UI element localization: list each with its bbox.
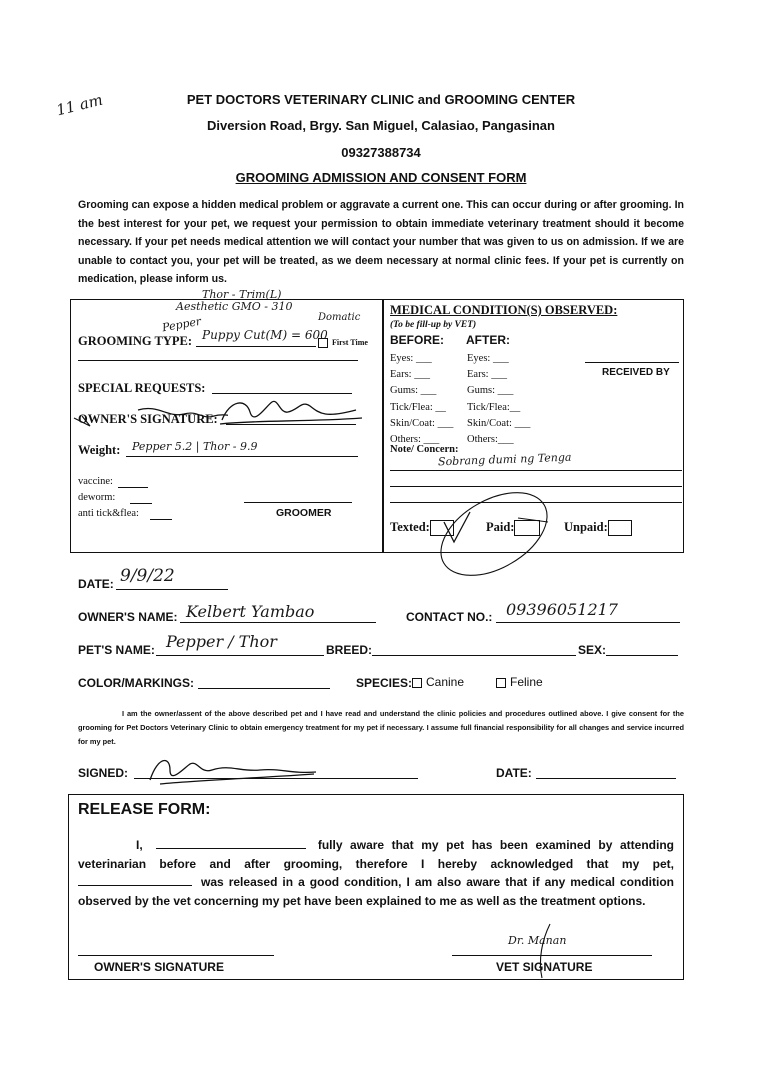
unpaid-label: Unpaid:	[564, 520, 608, 534]
date-label: DATE:	[78, 577, 114, 591]
groomer-line[interactable]	[244, 502, 352, 503]
release-paragraph	[78, 836, 674, 910]
feline-label: Feline	[510, 675, 543, 689]
tick-line[interactable]	[150, 519, 172, 520]
owner-name-value: Kelbert Yambao	[186, 602, 315, 621]
after-gums: Gums: ___	[467, 385, 514, 397]
before-skin: Skin/Coat: ___	[390, 417, 454, 429]
owner-signature-scribble	[68, 396, 228, 436]
hand-grooming-line4: Puppy Cut(M) = 600	[202, 328, 328, 342]
hand-grooming-line1: Thor - Trim(L)	[202, 288, 282, 301]
weight-label: Weight:	[78, 443, 121, 457]
breed-label: BREED:	[326, 643, 373, 657]
owner-name-label: OWNER'S NAME:	[78, 610, 178, 624]
sex-line[interactable]	[606, 655, 678, 656]
before-ears: Ears: ___	[390, 369, 430, 381]
release-text1: fully aware that my pet has been examined by attending veterinarian before and after grooming, therefore I hereby acknowledged that my pet,	[78, 838, 674, 871]
paid-check-scribble	[430, 478, 570, 578]
release-owner-sig-line[interactable]	[78, 955, 274, 956]
medical-before-col	[390, 351, 453, 448]
feline-option[interactable]	[496, 675, 543, 689]
weight-line[interactable]	[126, 456, 358, 457]
release-text2: was released in a good condition, I am also aware that if any medical condition observed by the vet concerning my pet have been explained to me as well as the treatment options.	[78, 875, 674, 908]
release-name-line[interactable]	[156, 837, 306, 849]
contact-line[interactable]	[496, 622, 680, 623]
grooming-type-line[interactable]	[196, 346, 316, 347]
vaccine-label: vaccine:	[78, 476, 113, 487]
box-divider	[382, 299, 384, 552]
canine-box-icon	[412, 678, 422, 688]
unpaid-checkbox[interactable]	[608, 520, 632, 536]
release-pet-line[interactable]	[78, 874, 192, 886]
groomer-label: GROOMER	[276, 507, 332, 519]
canine-option[interactable]	[412, 675, 464, 689]
note-concern-label: Note/ Concern:	[390, 444, 459, 455]
release-title: RELEASE FORM:	[78, 801, 211, 818]
signed-signature-scrawl	[140, 750, 320, 790]
contact-label: CONTACT NO.:	[406, 610, 493, 624]
signed-date-line[interactable]	[536, 778, 676, 779]
after-others: Others:___	[467, 434, 514, 446]
before-label: BEFORE:	[390, 333, 444, 347]
owner-name-line[interactable]	[180, 622, 376, 623]
deworm-line[interactable]	[130, 503, 152, 504]
medical-after-col	[467, 351, 530, 448]
hand-grooming-line3: Pepper	[161, 314, 203, 335]
contact-value: 09396051217	[506, 600, 618, 619]
paid-label: Paid:	[486, 520, 515, 534]
before-others: Others: ___	[390, 434, 440, 446]
date-value: 9/9/22	[120, 566, 175, 586]
owner-signature-scrawl	[216, 392, 366, 432]
hand-grooming-domatic: Domatic	[318, 312, 361, 323]
signed-date-label: DATE:	[496, 766, 532, 780]
after-tick: Tick/Flea:__	[467, 401, 521, 413]
clinic-name: PET DOCTORS VETERINARY CLINIC and GROOMING CENTER	[186, 92, 576, 107]
owner-signature-label: OWNER'S SIGNATURE:	[78, 412, 218, 426]
consent-paragraph: I am the owner/assent of the above described pet and I have read and understand the clinic policies and procedures outlined above. I give consent for the grooming for Pet Doctors Veterinary Clinic to obtain emergency treatment for my pet if necessary. I assume full financial responsibility for all changes and service incurred for my pet.	[78, 709, 684, 746]
weight-value: Pepper 5.2 | Thor - 9.9	[132, 440, 258, 453]
before-eyes: Eyes: ___	[390, 353, 432, 364]
medical-title: MEDICAL CONDITION(S) OBSERVED:	[390, 303, 618, 317]
color-line[interactable]	[198, 688, 330, 689]
note-line-1[interactable]	[390, 470, 682, 471]
first-time-checkbox[interactable]	[318, 338, 368, 348]
hand-grooming-line2: Aesthetic GMO - 310	[176, 300, 293, 313]
first-time-label: First Time	[332, 338, 368, 347]
unpaid-field[interactable]	[564, 520, 632, 536]
vaccine-line[interactable]	[118, 487, 148, 488]
release-vet-sig-label: VET SIGNATURE	[496, 960, 593, 974]
deworm-label: deworm:	[78, 492, 116, 503]
after-label: AFTER:	[466, 333, 510, 347]
tick-label: anti tick&flea:	[78, 508, 139, 519]
signed-label: SIGNED:	[78, 766, 129, 780]
pet-name-value: Pepper / Thor	[166, 632, 277, 651]
after-skin: Skin/Coat: ___	[467, 417, 531, 429]
breed-line[interactable]	[372, 655, 576, 656]
received-by-label: RECEIVED BY	[602, 367, 670, 378]
species-label: SPECIES:	[356, 676, 413, 690]
clinic-address: Diversion Road, Brgy. San Miguel, Calasiao, Pangasinan	[207, 118, 555, 133]
color-label: COLOR/MARKINGS:	[78, 676, 194, 690]
intro-paragraph: Grooming can expose a hidden medical problem or aggravate a current one. This can occur during or after grooming. In the best interest for your pet, we request your permission to obtain immediate veterinary treatment should it become necessary. If your pet needs medical attention we will contact your number that was given to us on admission. If we are unable to contact you, your pet will be treated, as we deem necessary at normal clinic fees. If your pet is currently on medication, please inform us.	[78, 199, 684, 286]
pet-name-line[interactable]	[156, 655, 324, 656]
before-tick: Tick/Flea: __	[390, 401, 446, 413]
release-i-label: I,	[136, 838, 143, 852]
after-eyes: Eyes: ___	[467, 353, 509, 364]
release-vet-hand: Dr. Manan	[508, 934, 567, 947]
form-title: GROOMING ADMISSION AND CONSENT FORM	[235, 170, 527, 185]
before-gums: Gums: ___	[390, 385, 437, 397]
special-requests-label: SPECIAL REQUESTS:	[78, 381, 206, 395]
medical-subtitle: (To be fill-up by VET)	[390, 320, 477, 330]
texted-label: Texted:	[390, 520, 430, 534]
date-line[interactable]	[116, 589, 228, 590]
sex-label: SEX:	[578, 643, 607, 657]
feline-box-icon	[496, 678, 506, 688]
note-concern-value: Sobrang dumi ng Tenga	[437, 450, 572, 469]
canine-label: Canine	[426, 675, 465, 689]
pet-name-label: PET'S NAME:	[78, 643, 155, 657]
clinic-phone: 09327388734	[341, 145, 421, 160]
grooming-type-line2[interactable]	[78, 360, 358, 361]
handwritten-time-note: 11 am	[54, 90, 105, 120]
release-owner-sig-label: OWNER'S SIGNATURE	[94, 960, 224, 974]
first-time-box-icon	[318, 338, 328, 348]
received-by-line[interactable]	[585, 362, 679, 363]
grooming-type-label: GROOMING TYPE:	[78, 334, 193, 348]
after-ears: Ears: ___	[467, 369, 507, 381]
